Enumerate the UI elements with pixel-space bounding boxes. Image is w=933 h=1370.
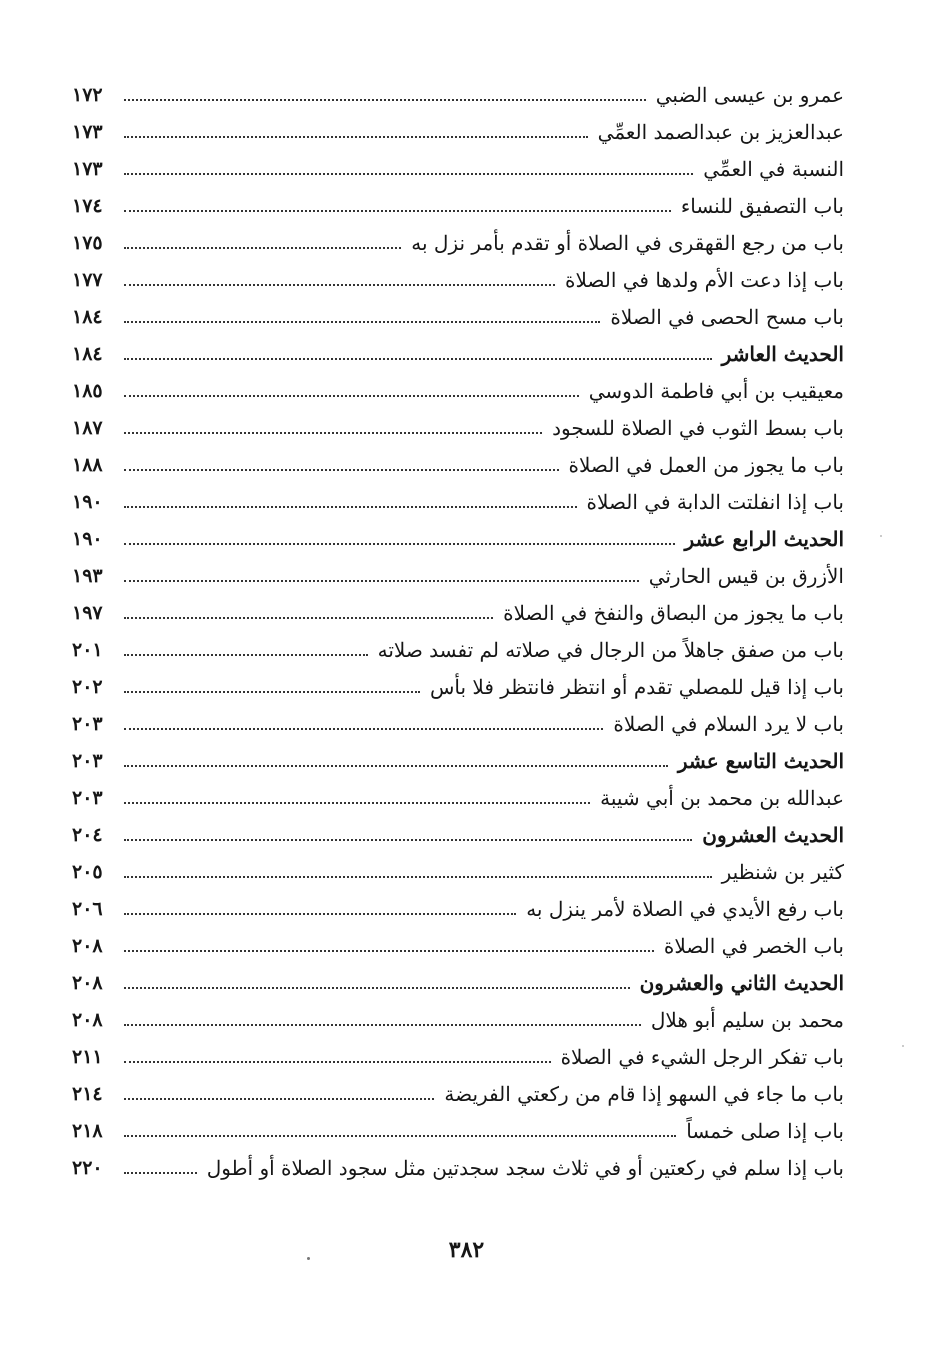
toc-entry: [72, 150, 844, 187]
toc-page-number: ٢٠٣: [72, 749, 103, 772]
toc-page-number: ١٩٠: [72, 527, 103, 550]
toc-entry: [72, 557, 844, 594]
toc-section-heading: الحديث العاشر: [721, 341, 844, 366]
dot-leader: [124, 579, 639, 582]
toc-entry: [72, 853, 844, 890]
toc-page-number: ١٩٠: [72, 490, 103, 513]
toc-page-number: ٢٠٤: [72, 823, 103, 846]
toc-page-number: ٢٠٥: [72, 860, 103, 883]
toc-entry: [72, 631, 844, 668]
toc-page-number: ٢٠٣: [72, 712, 103, 735]
dot-leader: [124, 246, 401, 249]
toc-entry-title: باب إذا قيل للمصلي تقدم أو انتظر فانتظر فلا بأس: [429, 674, 844, 699]
toc-entry: [72, 594, 844, 631]
scan-speck: [307, 1257, 310, 1260]
dot-leader: [124, 357, 712, 360]
table-of-contents: [72, 76, 844, 1186]
toc-entry: [72, 890, 844, 927]
dot-leader: [124, 283, 555, 286]
toc-page-number: ٢٠٦: [72, 897, 103, 920]
toc-entry: [72, 1112, 844, 1149]
dot-leader: [124, 912, 516, 915]
toc-page-number: ١٨٥: [72, 379, 103, 402]
dot-leader: [124, 875, 712, 878]
dot-leader: [124, 616, 493, 619]
dot-leader: [124, 1023, 641, 1026]
dot-leader: [124, 986, 630, 989]
toc-page-number: ٢١١: [72, 1045, 103, 1068]
toc-entry: [72, 1001, 844, 1038]
toc-entry: [72, 372, 844, 409]
dot-leader: [124, 1171, 197, 1174]
toc-entry: [72, 1075, 844, 1112]
toc-page-number: ١٩٣: [72, 564, 103, 587]
toc-entry: [72, 816, 844, 853]
toc-page-number: ١٧٤: [72, 194, 103, 217]
dot-leader: [124, 98, 646, 101]
toc-entry: [72, 224, 844, 261]
dot-leader: [124, 838, 692, 841]
dot-leader: [124, 801, 590, 804]
toc-entry-title: النسبة في العمِّي: [703, 156, 844, 181]
toc-page-number: ١٧٥: [72, 231, 103, 254]
toc-entry-title: عمرو بن عيسى الضبي: [655, 82, 844, 107]
toc-entry-title: باب من صفق جاهلاً من الرجال في صلاته لم تفسد صلاته: [377, 637, 844, 662]
page-number: ٣٨٢: [448, 1237, 485, 1263]
dot-leader: [124, 764, 668, 767]
toc-page-number: ١٩٧: [72, 601, 103, 624]
toc-entry: [72, 520, 844, 557]
toc-entry: [72, 964, 844, 1001]
toc-page-number: ٢٠٣: [72, 786, 103, 809]
dot-leader: [124, 1097, 434, 1100]
dot-leader: [124, 727, 603, 730]
toc-entry-title: باب مسح الحصى في الصلاة: [610, 304, 844, 329]
toc-page-number: ٢١٤: [72, 1082, 103, 1105]
toc-entry-title: باب التصفيق للنساء: [680, 193, 844, 218]
toc-entry: [72, 705, 844, 742]
toc-entry: [72, 187, 844, 224]
dot-leader: [124, 690, 420, 693]
toc-entry-title: باب إذا دعت الأم ولدها في الصلاة: [564, 267, 844, 292]
toc-page-number: ١٨٨: [72, 453, 103, 476]
toc-section-heading: الحديث التاسع عشر: [677, 748, 844, 773]
dot-leader: [124, 949, 654, 952]
toc-page-number: ١٨٤: [72, 342, 103, 365]
toc-entry: [72, 668, 844, 705]
dot-leader: [124, 135, 588, 138]
toc-entry-title: باب بسط الثوب في الصلاة للسجود: [552, 415, 844, 440]
toc-entry: [72, 927, 844, 964]
toc-page-number: ٢٠١: [72, 638, 103, 661]
toc-page-number: ١٨٧: [72, 416, 103, 439]
dot-leader: [124, 1060, 551, 1063]
toc-entry-title: الأزرق بن قيس الحارثي: [648, 563, 844, 588]
toc-entry: [72, 76, 844, 113]
toc-section-heading: الحديث الرابع عشر: [684, 526, 844, 551]
dot-leader: [124, 320, 600, 323]
dot-leader: [124, 209, 671, 212]
toc-entry-title: باب ما يجوز من العمل في الصلاة: [568, 452, 844, 477]
scan-speck: [902, 1045, 904, 1047]
dot-leader: [124, 468, 559, 471]
toc-page-number: ١٨٤: [72, 305, 103, 328]
toc-page-number: ١٧٣: [72, 120, 103, 143]
toc-entry: [72, 298, 844, 335]
toc-page-number: ٢٠٨: [72, 934, 103, 957]
toc-entry-title: باب لا يرد السلام في الصلاة: [613, 711, 844, 736]
dot-leader: [124, 505, 577, 508]
toc-entry-title: معيقيب بن أبي فاطمة الدوسي: [588, 378, 844, 403]
toc-entry-title: باب إذا صلى خمساً: [686, 1118, 844, 1143]
dot-leader: [124, 1134, 676, 1137]
toc-page-number: ١٧٢: [72, 83, 103, 106]
toc-page-number: ٢١٨: [72, 1119, 103, 1142]
toc-page-number: ٢٢٠: [72, 1156, 103, 1179]
toc-entry-title: باب إذا سلم في ركعتين أو في ثلاث سجد سجدتين مثل سجود الصلاة أو أطول: [206, 1155, 844, 1180]
toc-page-number: ٢٠٨: [72, 971, 103, 994]
toc-page-number: ١٧٧: [72, 268, 103, 291]
toc-entry: [72, 335, 844, 372]
toc-entry-title: محمد بن سليم أبو هلال: [650, 1007, 844, 1032]
dot-leader: [124, 431, 542, 434]
dot-leader: [124, 653, 368, 656]
toc-entry: [72, 779, 844, 816]
toc-page-number: ٢٠٢: [72, 675, 103, 698]
toc-entry: [72, 1149, 844, 1186]
toc-page-number: ٢٠٨: [72, 1008, 103, 1031]
toc-entry: [72, 1038, 844, 1075]
toc-entry-title: باب تفكر الرجل الشيء في الصلاة: [560, 1044, 844, 1069]
toc-entry-title: عبدالعزيز بن عبدالصمد العمِّي: [597, 119, 844, 144]
toc-entry: [72, 113, 844, 150]
toc-entry-title: عبدالله بن محمد بن أبي شيبة: [600, 785, 844, 810]
toc-entry-title: باب الخصر في الصلاة: [663, 933, 844, 958]
dot-leader: [124, 542, 675, 545]
toc-entry-title: باب من رجع القهقرى في الصلاة أو تقدم بأمر نزل به: [411, 230, 844, 255]
toc-entry-title: باب ما يجوز من البصاق والنفخ في الصلاة: [503, 600, 844, 625]
toc-entry-title: كثير بن شنظير: [721, 859, 844, 884]
toc-entry: [72, 742, 844, 779]
toc-entry-title: باب ما جاء في السهو إذا قام من ركعتي الفريضة: [444, 1081, 844, 1106]
dot-leader: [124, 394, 579, 397]
toc-section-heading: الحديث الثاني والعشرون: [639, 970, 844, 995]
scan-speck: [880, 535, 882, 537]
toc-section-heading: الحديث العشرون: [702, 822, 844, 847]
toc-entry: [72, 446, 844, 483]
toc-entry-title: باب رفع الأيدي في الصلاة لأمر ينزل به: [526, 896, 844, 921]
dot-leader: [124, 172, 693, 175]
toc-entry: [72, 409, 844, 446]
toc-entry: [72, 483, 844, 520]
toc-entry-title: باب إذا انفلتت الدابة في الصلاة: [586, 489, 844, 514]
toc-page-number: ١٧٣: [72, 157, 103, 180]
toc-entry: [72, 261, 844, 298]
